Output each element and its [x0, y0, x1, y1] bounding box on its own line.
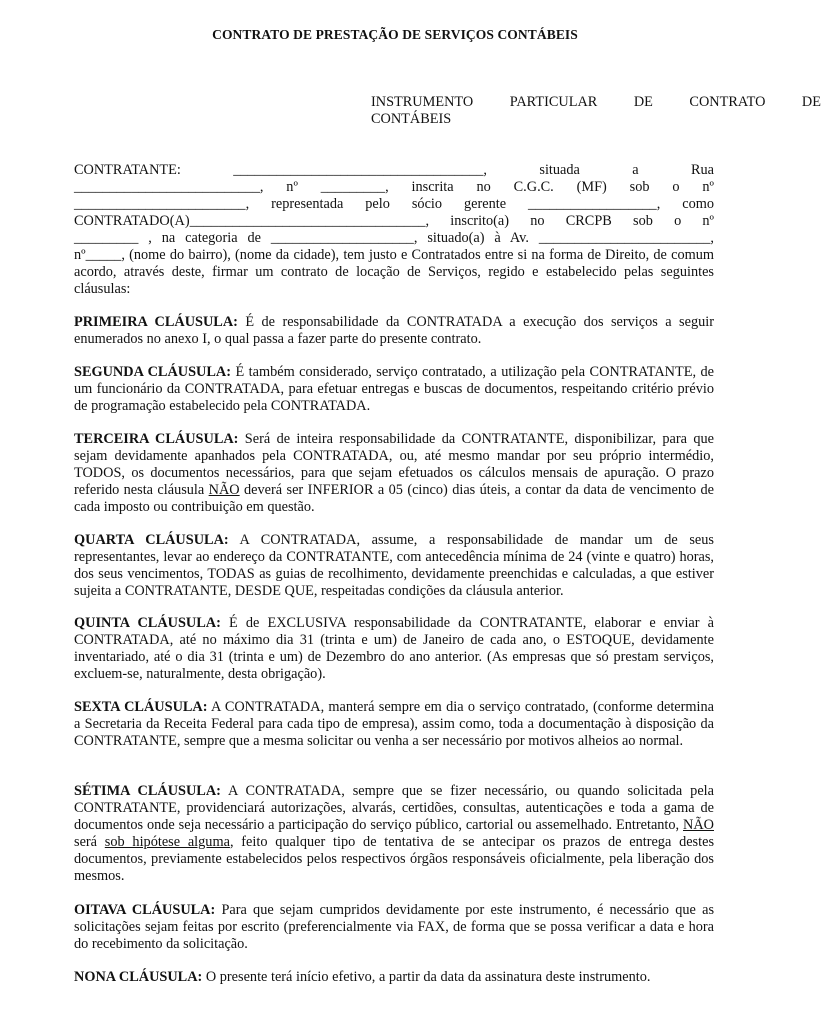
- clause-text: , feito qualquer tipo de tentativa de se antecipar os prazos de entrega destes documentos, previamente estabelecidos pelos respectivos órgãos responsáveis oficialmente, pela liberação dos mesmos.: [74, 834, 715, 884]
- clause-fifth: [74, 615, 714, 683]
- clause-heading: SÉTIMA CLÁUSULA:: [74, 783, 221, 799]
- clause-seventh: [74, 783, 714, 885]
- clause-sixth: [74, 699, 714, 750]
- clause-text: É de responsabilidade da CONTRATADA a execução dos serviços a seguir enumerados no anexo I, o qual passa a fazer parte do presente contrato.: [74, 314, 714, 347]
- intro-line-contratado: CONTRATADO(A)_________________________________, inscrito(a) no CRCPB sob o nº: [74, 213, 714, 229]
- clause-heading: PRIMEIRA CLÁUSULA:: [74, 314, 238, 330]
- clause-text: É de EXCLUSIVA responsabilidade da CONTRATANTE, elaborar e enviar à CONTRATADA, até no máximo dia 31 (trinta e um) de Janeiro de cada ano, o ESTOQUE, devidamente inventariado, até o dia 31 (trinta e um) de Dezembro do ano anterior. (As empresas que só prestam serviços, excluem-se, naturalmente, desta obrigação).: [74, 615, 714, 682]
- clause-heading: NONA CLÁUSULA:: [74, 969, 203, 985]
- clause-heading: SEXTA CLÁUSULA:: [74, 699, 208, 715]
- intro-line-representative: ________________________, representada pelo sócio gerente __________________, como: [74, 196, 714, 212]
- intro-rest: nº_____, (nome do bairro), (nome da cidade), tem justo e Contratados entre si na forma de Direito, de comum acordo, através deste, firmar um contrato de locação de Serviços, regido e estabelecido pelas seguintes cláusulas:: [74, 247, 714, 297]
- clause-third: [74, 431, 714, 516]
- clause-heading: QUARTA CLÁUSULA:: [74, 532, 229, 548]
- instrument-line-2: CONTÁBEIS: [371, 111, 452, 127]
- clause-text: O presente terá início efetivo, a partir da data da assinatura deste instrumento.: [202, 969, 651, 985]
- clause-text: deverá ser INFERIOR a 05 (cinco) dias úteis, a contar da data de vencimento de cada imposto ou contribuição em questão.: [74, 482, 714, 515]
- document-title: CONTRATO DE PRESTAÇÃO DE SERVIÇOS CONTÁBEIS: [212, 27, 578, 42]
- clause-heading: OITAVA CLÁUSULA:: [74, 902, 216, 918]
- instrument-line-1: INSTRUMENTO PARTICULAR DE CONTRATO DE: [371, 94, 821, 110]
- clause-heading: SEGUNDA CLÁUSULA:: [74, 364, 231, 380]
- intro-line-category: _________ , na categoria de ____________________, situado(a) à Av. ________________________,: [74, 230, 714, 246]
- clause-fourth: [74, 532, 714, 600]
- clause-underlined-text: sob hipótese alguma: [104, 834, 230, 850]
- clause-underlined-text: NÃO: [683, 817, 714, 833]
- clause-text: A CONTRATADA, assume, a responsabilidade de mandar um de seus representantes, levar ao endereço da CONTRATANTE, com antecedência mínima de 24 (vinte e quatro) horas, dos seus vencimentos, TODAS as guias de recolhimento, devidamente preenchidas e calculadas, a que estiver sujeita a CONTRATANTE, DESDE QUE, respeitadas condições da cláusula anterior.: [74, 532, 714, 599]
- instrument-heading: [371, 94, 821, 128]
- clause-text: Para que sejam cumpridos devidamente por este instrumento, é necessário que as solicitações sejam feitas por escrito (preferencialmente via FAX, de forma que se possa verificar a data e hora do recebimento da solicitação.: [74, 902, 715, 952]
- clause-text: Será de inteira responsabilidade da CONTRATANTE, disponibilizar, para que sejam devidamente apanhados pela CONTRATADA, ou, até mesmo mandar por seu próprio intermédio, TODOS, os documentos necessários, para que sejam efetuados os cálculos mensais de apuração. O prazo referido nesta cláusula: [74, 431, 714, 498]
- clause-first: [74, 314, 714, 348]
- clause-underlined-text: NÃO: [208, 482, 240, 498]
- contract-parties-paragraph: [74, 162, 714, 298]
- clause-text: será: [74, 834, 105, 850]
- intro-line-contratante: CONTRATANTE: ___________________________________, situada a Rua: [74, 162, 714, 178]
- intro-line-address: __________________________, nº _________, inscrita no C.G.C. (MF) sob o nº: [74, 179, 714, 195]
- clause-text: A CONTRATADA, manterá sempre em dia o serviço contratado, (conforme determina a Secretaria da Receita Federal para cada tipo de empresa), assim como, toda a documentação à disposição da CONTRATANTE, sempre que a mesma solicitar ou venha a ser necessário por motivos alheios ao normal.: [74, 699, 714, 749]
- clause-second: [74, 364, 714, 415]
- clause-heading: QUINTA CLÁUSULA:: [74, 615, 221, 631]
- clause-text: É também considerado, serviço contratado, a utilização pela CONTRATANTE, de um funcionário da CONTRATADA, para efetuar entregas e buscas de documentos, respeitando critério prévio de programação estabelecido pela CONTRATADA.: [74, 364, 714, 414]
- clause-eighth: [74, 902, 714, 953]
- clause-heading: TERCEIRA CLÁUSULA:: [74, 431, 239, 447]
- clause-ninth: [74, 969, 714, 986]
- clause-text: A CONTRATADA, sempre que se fizer necessário, ou quando solicitada pela CONTRATANTE, providenciará autorizações, alvarás, certidões, consultas, autenticações e toda a gama de documentos onde seja necessário a participação do serviço público, cartorial ou assemelhado. Entretanto,: [74, 783, 714, 833]
